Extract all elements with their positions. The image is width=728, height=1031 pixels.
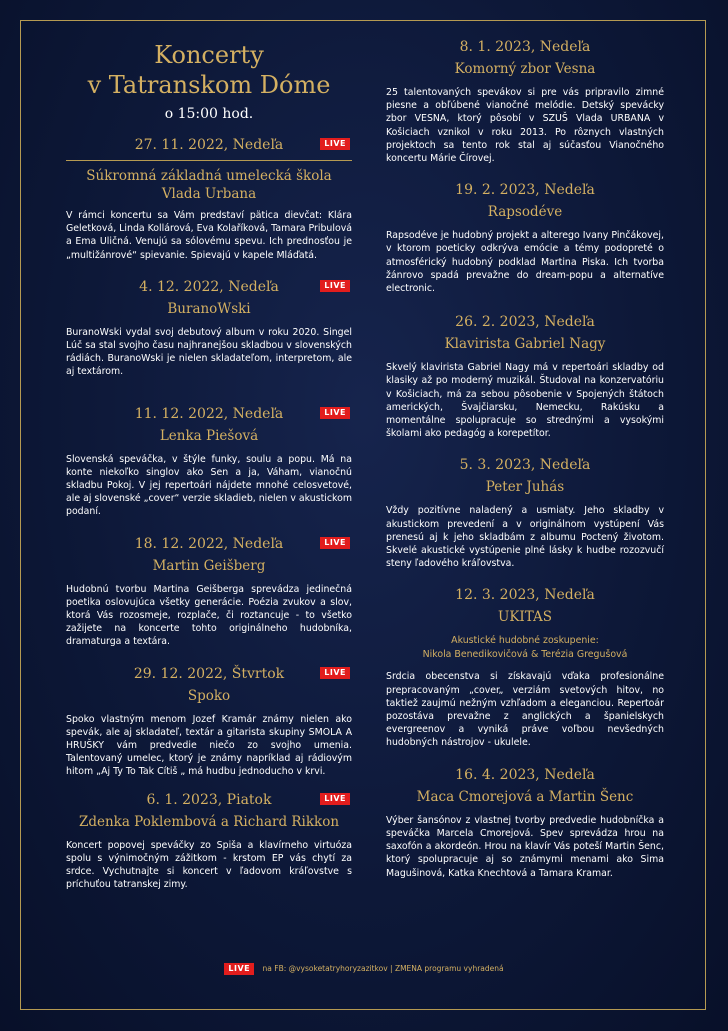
event-date: 8. 1. 2023, Nedeľa xyxy=(459,39,591,55)
event-subtitle xyxy=(386,634,664,662)
live-badge: LIVE xyxy=(320,793,350,805)
event-card xyxy=(66,278,352,379)
event-head xyxy=(386,456,664,474)
event-description: Vždy pozitívne naladený a usmiaty. Jeho skladby v akustickom prevedení a v originálnom vystúpení Vás prenesú aj k jeho skladbám z albumu Poctený životom. Skvelé akustické vystúpenie plné lásky k hudbe rozozvučí steny ľadového kráľovstva. xyxy=(386,505,664,570)
event-card xyxy=(386,766,664,880)
page-title-line2: v Tatranskom Dóme xyxy=(87,71,331,99)
event-card xyxy=(66,535,352,649)
event-performer: Peter Juhás xyxy=(485,479,565,496)
event-head xyxy=(66,136,352,154)
event-date: 11. 12. 2022, Nedeľa xyxy=(134,405,284,422)
event-performer: UKITAS xyxy=(497,609,553,626)
event-head xyxy=(386,181,664,199)
event-head xyxy=(66,535,352,553)
event-performer: Spoko xyxy=(187,687,231,704)
footer xyxy=(0,963,728,975)
event-card xyxy=(386,456,664,570)
live-badge: LIVE xyxy=(224,963,254,975)
event-card xyxy=(386,181,664,295)
event-date: 16. 4. 2023, Nedeľa xyxy=(455,766,595,783)
event-performer: Súkromná základná umelecká škola Vlada Urbana xyxy=(86,168,332,202)
title-block xyxy=(66,0,352,122)
concert-time: o 15:00 hod. xyxy=(164,106,254,122)
event-head xyxy=(386,586,664,604)
event-performer: Komorný zbor Vesna xyxy=(454,61,596,77)
event-card xyxy=(66,136,352,262)
live-badge: LIVE xyxy=(320,537,350,549)
event-date: 5. 3. 2023, Nedeľa xyxy=(459,457,591,474)
event-performer: Rapsodéve xyxy=(487,204,563,221)
event-performer: Maca Cmorejová a Martin Šenc xyxy=(416,788,634,805)
live-badge: LIVE xyxy=(320,138,350,150)
event-card xyxy=(66,665,352,779)
event-head xyxy=(66,278,352,296)
event-description: V rámci koncertu sa Vám predstaví pätica dievčat: Klára Geletková, Linda Kollárová, Eva Kolaříková, Tamara Pribulová a Ema Uličná. Venujú sa sólovému spevu. Ich prednosťou je „multižánrové“ spievanie. Spievajú v kapele Mláďatá. xyxy=(66,210,352,261)
live-badge: LIVE xyxy=(320,280,350,292)
event-description: Srdcia obecenstva si získavajú vďaka profesionálne prepracovaným „cover„ verziám svetových hitov, no taktiež zaujmú nežným vzhľadom a eleganciou. Repertoár pozostáva prevažne z anglických a španielskych evergreenov a vyniká práve voľbou nevšedných hudobných nástrojov - ukulele. xyxy=(386,671,664,749)
divider xyxy=(66,160,352,161)
event-date: 12. 3. 2023, Nedeľa xyxy=(455,587,595,604)
event-description: Koncert popovej speváčky zo Spiša a klavírneho virtuóza spolu s výnimočným zážitkom - krstom EP vás chytí za srdce. Vychutnajte si koncert v ľadovom kráľovstve s príchuťou tatranskej zimy. xyxy=(66,839,352,891)
event-card xyxy=(386,38,664,165)
event-head xyxy=(66,791,352,809)
event-head xyxy=(386,766,664,784)
event-card xyxy=(66,791,352,892)
event-description: BuranoWski vydal svoj debutový album v roku 2020. Singel Lúč sa stal svojho času najhranejšou skladbou v slovenských rádiách. BuranoWski je nielen skladateľom, interpretom, ale aj textárom. xyxy=(66,326,352,378)
event-date: 19. 2. 2023, Nedeľa xyxy=(455,182,595,199)
event-subtitle-line1: Akustické hudobné zoskupenie: xyxy=(451,635,599,647)
event-description: 25 talentovaných spevákov si pre vás pripravilo zimné piesne a obľúbené vianočné melódie. Detský spevácky zbor VESNA, ktorý pôsobí v SZUŠ Vlada URBANA v Košiciach vznikol v roku 2013. Po rôznych vlastných projektoch sa tento rok stal aj súčasťou Vianočného koncertu Márie Čírovej. xyxy=(386,87,664,165)
event-description: Hudobnú tvorbu Martina Geišberga sprevádza jedinečná poetika oslovujúca všetky generácie. Poézia zvukov a slov, ktorá Vás rozosmeje, rozplače, či roztancuje - to všetko zažijete na koncerte tohto originálneho hudobníka, dramaturga a textára. xyxy=(66,583,352,648)
event-description: Slovenská speváčka, v štýle funky, soulu a popu. Má na konte niekoľko singlov ako Sen a ja, Váham, vianočnú skladbu Pokoj. V jej repertoári nájdete mnohé celosvetové, ale aj slovenské „cover“ verzie skladieb, nielen v akustickom podaní. xyxy=(66,453,352,518)
event-date: 18. 12. 2022, Nedeľa xyxy=(134,535,284,552)
event-date: 4. 12. 2022, Nedeľa xyxy=(139,278,279,295)
event-description: Spoko vlastným menom Jozef Kramár známy nielen ako spevák, ale aj skladateľ, textár a gitarista skupiny SMOLA A HRUŠKY vám predvedie niečo zo svojho umenia. Talentovaný umelec, ktorý je známy napríklad aj rádiovým hitom „Aj Ty To Tak Cítiš „ má hudbu jednoducho v krvi. xyxy=(66,713,352,778)
event-head xyxy=(386,38,664,56)
right-column xyxy=(386,0,664,880)
event-subtitle-line2: Nikola Benedikovičová & Terézia Gregušová xyxy=(422,649,628,661)
event-date: 6. 1. 2023, Piatok xyxy=(146,791,272,808)
event-performer: BuranoWski xyxy=(167,300,251,317)
left-column xyxy=(66,0,352,891)
event-date: 26. 2. 2023, Nedeľa xyxy=(455,314,595,331)
event-date: 29. 12. 2022, Štvrtok xyxy=(133,665,285,682)
event-description: Skvelý klavirista Gabriel Nagy má v repertoári skladby od klasiky až po moderný muzikál. Študoval na konzervatóriu v Košiciach, má za sebou pôsobenie v Spojených štátoch amerických, Švajčiarsku, Nemecku, Rakúsku a momentálne spolupracuje so strednými a vysokými školami ako pedagóg a korepetítor. xyxy=(386,362,664,440)
event-card xyxy=(66,405,352,519)
event-performer: Zdenka Poklembová a Richard Rikkon xyxy=(78,813,340,830)
page-title-line1: Koncerty xyxy=(154,41,264,69)
event-performer: Martin Geišberg xyxy=(152,557,266,574)
event-date: 27. 11. 2022, Nedeľa xyxy=(134,137,284,153)
event-head xyxy=(386,313,664,331)
live-badge: LIVE xyxy=(320,667,350,679)
event-card xyxy=(386,586,664,749)
live-badge: LIVE xyxy=(320,407,350,419)
event-description: Výber šansónov z vlastnej tvorby predvedie hudobníčka a speváčka Marcela Cmorejová. Spev sprevádza hrou na saxofón a akordeón. Hrou na klavír Vás poteší Martin Šenc, ktorý spolupracuje aj so známymi menami ako Sima Magušinová, Katka Knechtová a Tamara Kramar. xyxy=(386,814,664,879)
event-performer: Klavirista Gabriel Nagy xyxy=(444,336,606,353)
event-head xyxy=(66,665,352,683)
footer-text: na FB: @vysoketatryhoryzazitkov | ZMENA programu vyhradená xyxy=(262,964,504,973)
event-head xyxy=(66,405,352,423)
event-card xyxy=(386,313,664,440)
event-performer: Lenka Piešová xyxy=(159,427,259,444)
event-description: Rapsodéve je hudobný projekt a alterego Ivany Pinčákovej, v ktorom poeticky odkrýva emócie a témy podopreté o atmosférický hudobný podklad Martina Piska. Ich tvorba žánrovo spadá prevažne do dream-popu a alternatíve electronic. xyxy=(386,230,664,295)
